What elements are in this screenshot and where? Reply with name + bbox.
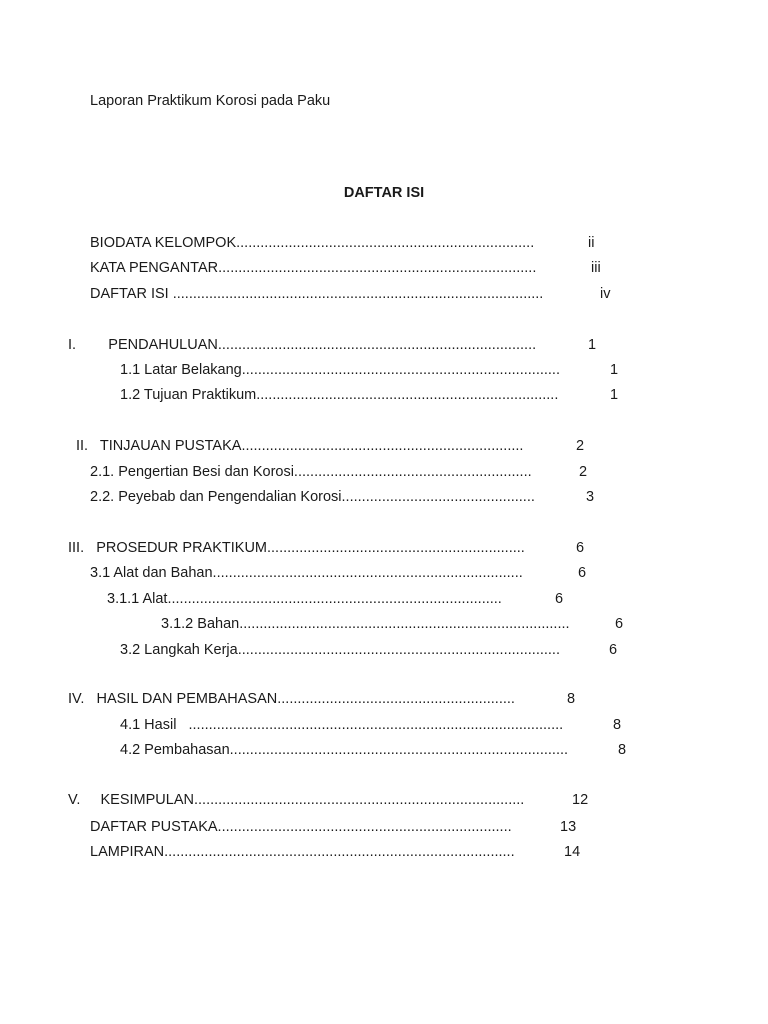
toc-entry-page: 6 [578, 565, 587, 581]
toc-entry-label: 3.1.1 Alat................................................................................... [107, 591, 502, 607]
toc-entry-label: 2.1. Pengertian Besi dan Korosi........................................................... [90, 464, 532, 480]
toc-entry-page: 8 [618, 742, 627, 758]
toc-entry-page: 13 [560, 819, 577, 835]
toc-entry-page: 2 [576, 438, 585, 454]
toc-entry-label: IV. HASIL DAN PEMBAHASAN........................................................... [68, 691, 515, 707]
toc-entry-page: 1 [588, 337, 597, 353]
toc-entry-label: II. TINJAUAN PUSTAKA...................................................................... [76, 438, 524, 454]
document-title: Laporan Praktikum Korosi pada Paku [90, 93, 331, 109]
toc-entry-label: LAMPIRAN....................................................................................... [90, 844, 515, 860]
toc-entry-page: 12 [572, 792, 589, 808]
toc-entry-page: 8 [613, 717, 622, 733]
toc-entry-page: 3 [586, 489, 595, 505]
toc-entry-label: DAFTAR PUSTAKA......................................................................... [90, 819, 512, 835]
toc-entry-page: 6 [609, 642, 618, 658]
toc-entry-page: 6 [615, 616, 624, 632]
toc-entry-label: 2.2. Peyebab dan Pengendalian Korosi................................................ [90, 489, 535, 505]
toc-entry-page: 8 [567, 691, 576, 707]
toc-entry-label: V. KESIMPULAN.................................................................................. [68, 792, 525, 808]
toc-entry-page: iv [600, 286, 611, 302]
toc-entry-page: 6 [576, 540, 585, 556]
toc-entry-page: 1 [610, 387, 619, 403]
toc-entry-label: 3.1.2 Bahan.................................................................................. [161, 616, 570, 632]
toc-entry-page: 6 [555, 591, 564, 607]
toc-entry-label: BIODATA KELOMPOK.......................................................................... [90, 235, 535, 251]
toc-entry-page: 2 [579, 464, 588, 480]
toc-entry-page: 14 [564, 844, 581, 860]
toc-entry-label: 4.1 Hasil ............................................................................................. [120, 717, 564, 733]
toc-entry-label: I. PENDAHULUAN............................................................................... [68, 337, 537, 353]
toc-entry-label: 4.2 Pembahasan.................................................................................... [120, 742, 569, 758]
toc-entry-label: 3.1 Alat dan Bahan............................................................................. [90, 565, 523, 581]
toc-entry-page: 1 [610, 362, 619, 378]
toc-entry-label: 1.2 Tujuan Praktikum........................................................................... [120, 387, 559, 403]
toc-entry-label: KATA PENGANTAR............................................................................... [90, 260, 537, 276]
toc-entry-label: III. PROSEDUR PRAKTIKUM................................................................ [68, 540, 525, 556]
toc-entry-page: iii [591, 260, 601, 276]
toc-heading: DAFTAR ISI [343, 185, 425, 201]
toc-entry-label: 1.1 Latar Belakang............................................................................... [120, 362, 560, 378]
toc-entry-label: 3.2 Langkah Kerja................................................................................ [120, 642, 560, 658]
toc-entry-page: ii [588, 235, 595, 251]
toc-entry-label: DAFTAR ISI ............................................................................................ [90, 286, 544, 302]
